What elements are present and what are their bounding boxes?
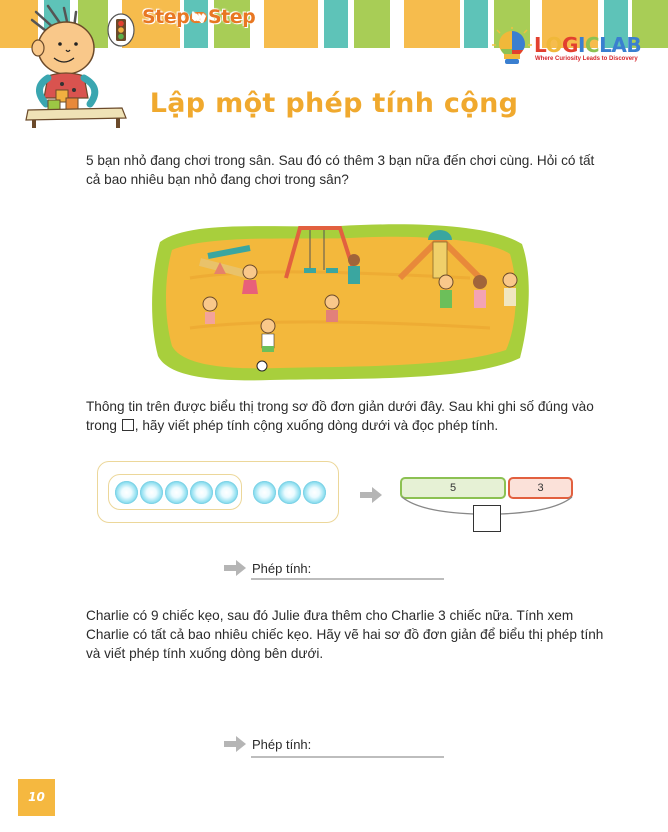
instruction-text [86,397,606,435]
counter-circle [140,481,163,504]
stripe [464,0,488,48]
stripe [354,0,390,48]
calculation-answer-line[interactable] [251,578,444,580]
arrow-right-icon [224,560,246,576]
playground-illustration [150,218,532,384]
logo-word: Step [142,6,190,28]
bar-part-green: 5 [400,477,506,499]
answer-box[interactable] [473,505,501,532]
counter-circle [215,481,238,504]
counter-circle [278,481,301,504]
page-number: 10 [18,779,55,816]
calculation-answer-line[interactable] [251,756,444,758]
instruction-part: Thông tin trên được biểu thị trong sơ đồ đơn giản dưới đây. Sau khi ghi số đúng vào trong [86,399,594,433]
bar-part-red: 3 [508,477,573,499]
traffic-light-icon [106,12,136,48]
problem-1-text: 5 bạn nhỏ đang chơi trong sân. Sau đó có thêm 3 bạn nữa đến chơi cùng. Hỏi có tất cả bao nhiêu bạn nhỏ đang chơi trong sân? [86,153,595,187]
arrow-right-icon [360,487,382,503]
counter-circle [165,481,188,504]
counter-circle [115,481,138,504]
stripe [404,0,460,48]
logo-by: by [192,12,205,23]
arrow-right-icon [224,736,246,752]
lightbulb-brain-icon [492,27,532,67]
calculation-label: Phép tính: [252,561,312,576]
counter-circle [303,481,326,504]
logiclab-brand [492,27,652,67]
calculation-label: Phép tính: [252,737,312,752]
counter-circle [190,481,213,504]
step-by-step-logo [142,6,255,28]
stripe [324,0,348,48]
counter-circle [253,481,276,504]
instruction-part: , hãy viết phép tính cộng xuống dòng dưới và đọc phép tính. [134,418,499,433]
brand-name: LOGICLAB [534,33,642,57]
stripe [264,0,318,48]
brand-tagline: Where Curiosity Leads to Discovery [535,56,638,62]
problem-2-text: Charlie có 9 chiếc kẹo, sau đó Julie đưa thêm cho Charlie 3 chiếc nữa. Tính xem Charlie có tất cả bao nhiêu chiếc kẹo. Hãy vẽ hai sơ đồ đơn giản để biểu thị phép tính và viết phép tính xuống dòng bên dưới. [86,608,604,661]
page-title: Lập một phép tính cộng [149,88,519,119]
logo-word: Step [207,6,256,28]
inline-box-icon [122,419,134,431]
